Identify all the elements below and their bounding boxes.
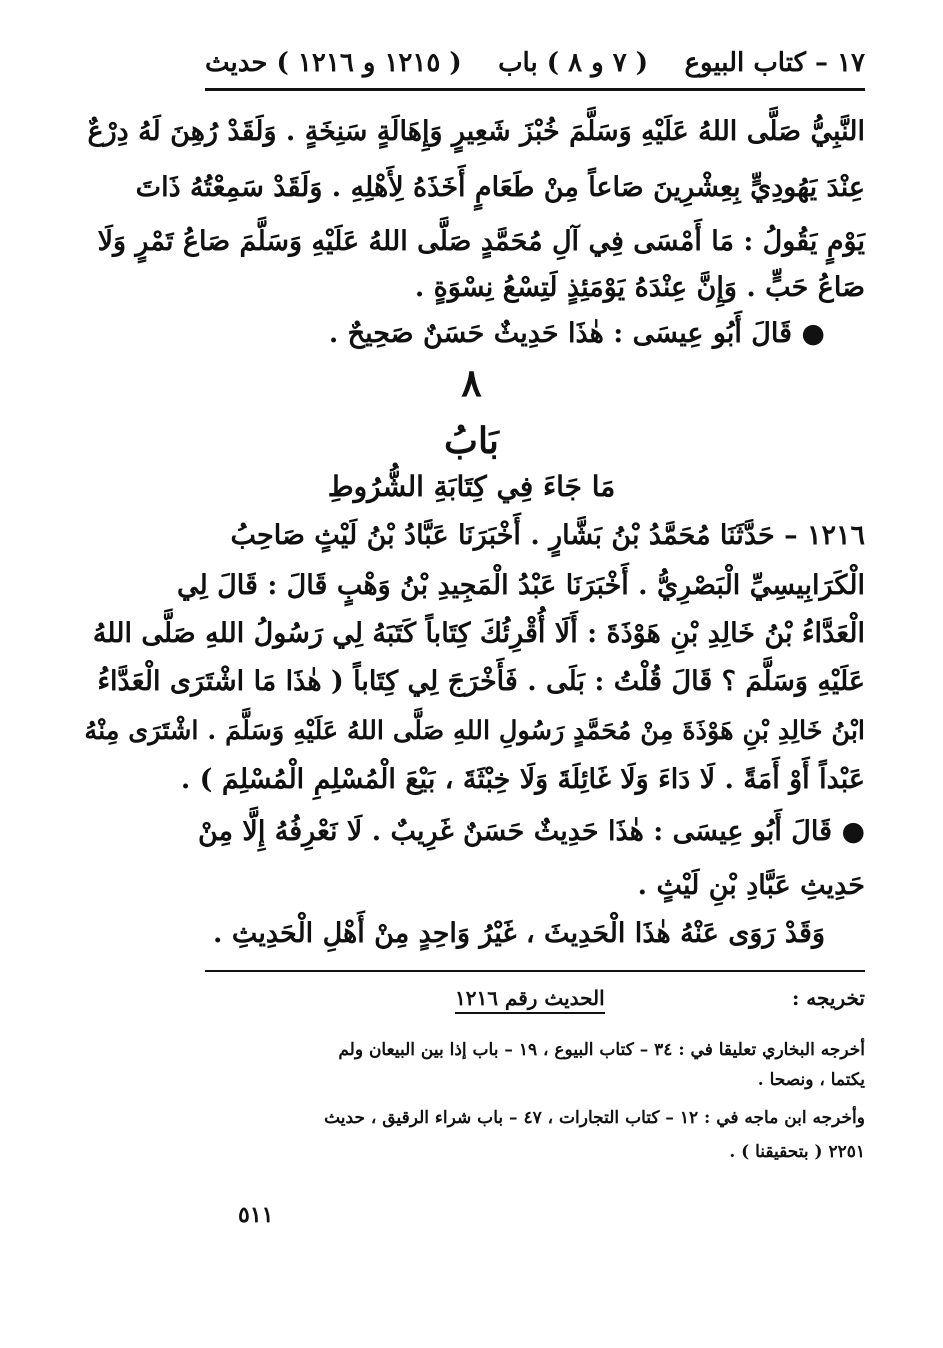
abu-isa-comment: ● قَالَ أَبُو عِيسَى : هٰذَا حَدِيثٌ حَسَنٌ صَحِيحٌ . [328,318,825,349]
footnote-line: يكتما ، ونصحا . [757,1070,865,1090]
footnote-line: وأخرجه ابن ماجه في : ١٢ – كتاب التجارات ، ٤٧ – باب شراء الرقيق ، حديث [324,1108,865,1128]
header-chapter: ( ٧ و ٨ ) باب [498,48,649,78]
body-line: صَاعُ حَبٍّ . وَإِنَّ عِنْدَهُ يَوْمَئِذٍ لَتِسْعُ نِسْوَةٍ . [414,272,865,303]
page-number: ٥١١ [238,1202,274,1228]
header-book-title: ١٧ – كتاب البيوع [684,48,865,78]
footnote-reference: الحديث رقم ١٢١٦ [455,986,605,1014]
body-line: يَوْمٍ يَقُولُ : مَا أَمْسَى فِي آلِ مُحَمَّدٍ صَلَّى اللهُ عَلَيْهِ وَسَلَّمَ صَاعُ تَمْرٍ وَلَا [97,226,865,257]
hadith-line: عَلَيْهِ وَسَلَّمَ ؟ قَالَ قُلْتُ : بَلَى . فَأَخْرَجَ لِي كِتَاباً ( هٰذَا مَا اشْتَرَى الْعَدَّاءُ [97,666,865,697]
footnote-heading: تخريجه : [791,986,865,1010]
hadith-line: عَبْداً أَوْ أَمَةً . لَا دَاءَ وَلَا غَائِلَةَ وَلَا خِبْثَةَ ، بَيْعَ الْمُسْلِمِ الْمُسْلِمَ ) . [180,764,865,795]
hadith-line: حَدِيثِ عَبَّادِ بْنِ لَيْثٍ . [637,870,865,901]
footnote-line: أخرجه البخاري تعليقا في : ٣٤ – كتاب البيوع ، ١٩ – باب إذا بين البيعان ولم [338,1040,865,1060]
header-hadith-range: ( ١٢١٥ و ١٢١٦ ) حديث [205,48,462,78]
body-line: النَّبِيُّ صَلَّى اللهُ عَلَيْهِ وَسَلَّمَ خُبْزَ شَعِيرٍ وَإِهَالَةٍ سَنِخَةٍ . وَلَقَدْ رُهِنَ لَهُ دِرْعٌ [87,116,865,147]
section-number: ٨ [461,360,482,405]
footnote-line: ٢٢٥١ ( بتحقيقنا ) . [729,1142,865,1162]
body-line: عِنْدَ يَهُودِيٍّ بِعِشْرِينَ صَاعاً مِنْ طَعَامٍ أَخَذَهُ لِأَهْلِهِ . وَلَقَدْ سَمِعْتُهُ ذَاتَ [135,172,865,203]
hadith-line: ١٢١٦ – حَدَّثَنَا مُحَمَّدُ بْنُ بَشَّارٍ . أَخْبَرَنَا عَبَّادُ بْنُ لَيْثٍ صَاحِبُ [230,520,865,551]
abu-isa-comment: ● قَالَ أَبُو عِيسَى : هٰذَا حَدِيثٌ حَسَنٌ غَرِيبٌ . لَا نَعْرِفُهُ إِلَّا مِنْ [198,816,865,847]
hadith-line: ابْنُ خَالِدِ بْنِ هَوْذَةَ مِنْ مُحَمَّدٍ رَسُولِ اللهِ صَلَّى اللهُ عَلَيْهِ وَسَلَّمَ . اشْتَرَى مِنْهُ [84,716,865,746]
footnote-divider [205,970,865,972]
hadith-line: وَقَدْ رَوَى عَنْهُ هٰذَا الْحَدِيثَ ، غَيْرُ وَاحِدٍ مِنْ أَهْلِ الْحَدِيثِ . [213,918,825,949]
chapter-title: مَا جَاءَ فِي كِتَابَةِ الشُّرُوطِ [327,470,616,503]
header-divider [205,88,865,91]
hadith-line: الْكَرَابِيسِيِّ الْبَصْرِيُّ . أَخْبَرَنَا عَبْدُ الْمَجِيدِ بْنُ وَهْبٍ قَالَ : قَالَ لِي [177,570,865,601]
page-header [205,40,865,86]
hadith-line: الْعَدَّاءُ بْنُ خَالِدِ بْنِ هَوْذَةَ : أَلَا أُقْرِئُكَ كِتَاباً كَتَبَهُ لِي رَسُولُ اللهِ صَلَّى اللهُ [92,618,865,649]
chapter-label: بَابُ [444,420,499,462]
